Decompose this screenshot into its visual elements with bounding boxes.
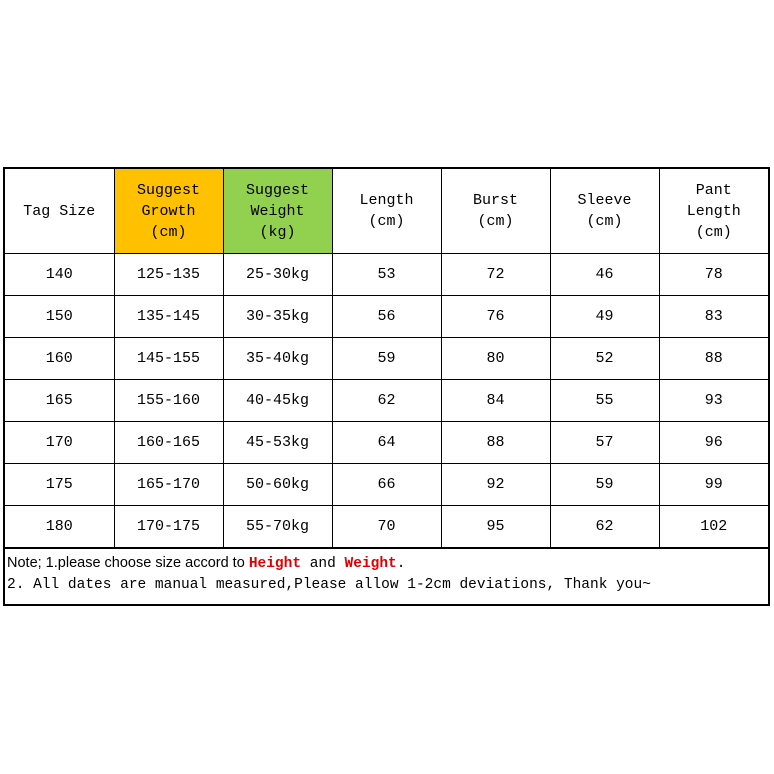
cell-pant-length: 83 [659,296,768,338]
note-line-2: 2. All dates are manual measured,Please allow 1-2cm deviations, Thank you~ [7,577,651,593]
cell-sleeve: 49 [550,296,659,338]
header-tag-size-label: Tag Size [23,202,96,220]
cell-suggest-weight: 45-53kg [223,422,332,464]
cell-suggest-weight: 30-35kg [223,296,332,338]
cell-pant-length: 96 [659,422,768,464]
cell-pant-length: 78 [659,254,768,296]
header-weight-line-1: Suggest [245,181,309,199]
header-pant-unit: (cm) [695,223,732,241]
header-burst-unit: (cm) [477,213,514,230]
cell-suggest-weight: 25-30kg [223,254,332,296]
header-pant-length [659,169,768,254]
cell-burst: 92 [441,464,550,506]
table-row [5,296,768,338]
cell-suggest-weight: 40-45kg [223,380,332,422]
cell-tag-size: 175 [5,464,114,506]
cell-burst: 95 [441,506,550,548]
size-chart [3,167,770,606]
cell-tag-size: 170 [5,422,114,464]
cell-length: 56 [332,296,441,338]
cell-tag-size: 165 [5,380,114,422]
header-suggest-growth [114,169,223,254]
note-line-1-prefix: Note; 1.please choose size accord to [7,555,249,571]
table-row [5,422,768,464]
note-weight-emphasis: Weight [344,556,397,572]
header-growth-line-1: Suggest [136,181,200,199]
cell-tag-size: 160 [5,338,114,380]
cell-burst: 88 [441,422,550,464]
cell-length: 62 [332,380,441,422]
cell-suggest-growth: 170-175 [114,506,223,548]
header-tag-size [5,169,114,254]
table-row [5,380,768,422]
table-row [5,506,768,548]
size-table [5,169,768,548]
cell-length: 64 [332,422,441,464]
cell-burst: 72 [441,254,550,296]
header-weight-line-2: Weight [250,202,305,220]
cell-sleeve: 55 [550,380,659,422]
cell-burst: 76 [441,296,550,338]
cell-pant-length: 88 [659,338,768,380]
header-pant-line-1: Pant [695,181,732,199]
cell-suggest-weight: 35-40kg [223,338,332,380]
cell-pant-length: 99 [659,464,768,506]
header-burst [441,169,550,254]
cell-sleeve: 52 [550,338,659,380]
header-sleeve-unit: (cm) [586,213,623,230]
header-growth-unit: (cm) [150,223,187,241]
table-row [5,464,768,506]
header-row [5,169,768,254]
cell-suggest-growth: 135-145 [114,296,223,338]
header-suggest-weight [223,169,332,254]
cell-sleeve: 62 [550,506,659,548]
note-line-1-suffix: . [396,556,406,572]
cell-suggest-growth: 145-155 [114,338,223,380]
cell-suggest-weight: 50-60kg [223,464,332,506]
cell-tag-size: 150 [5,296,114,338]
header-length [332,169,441,254]
cell-sleeve: 57 [550,422,659,464]
cell-sleeve: 46 [550,254,659,296]
cell-sleeve: 59 [550,464,659,506]
cell-length: 66 [332,464,441,506]
cell-suggest-growth: 160-165 [114,422,223,464]
cell-length: 53 [332,254,441,296]
header-pant-line-2: Length [686,202,741,220]
note-and-word: and [301,556,345,572]
cell-tag-size: 180 [5,506,114,548]
cell-pant-length: 93 [659,380,768,422]
cell-length: 59 [332,338,441,380]
cell-suggest-growth: 125-135 [114,254,223,296]
cell-tag-size: 140 [5,254,114,296]
note-line-1 [7,553,766,575]
note-height-emphasis: Height [248,556,302,572]
size-note [5,548,768,613]
header-growth-line-2: Growth [141,202,196,220]
table-row [5,338,768,380]
header-length-unit: (cm) [368,213,405,230]
cell-suggest-weight: 55-70kg [223,506,332,548]
table-row [5,254,768,296]
header-sleeve-label: Sleeve [577,192,632,209]
header-burst-label: Burst [472,192,518,209]
header-length-label: Length [359,192,414,209]
cell-burst: 84 [441,380,550,422]
cell-pant-length: 102 [659,506,768,548]
cell-burst: 80 [441,338,550,380]
cell-suggest-growth: 155-160 [114,380,223,422]
cell-suggest-growth: 165-170 [114,464,223,506]
cell-length: 70 [332,506,441,548]
header-sleeve [550,169,659,254]
header-weight-unit: (kg) [259,223,296,241]
